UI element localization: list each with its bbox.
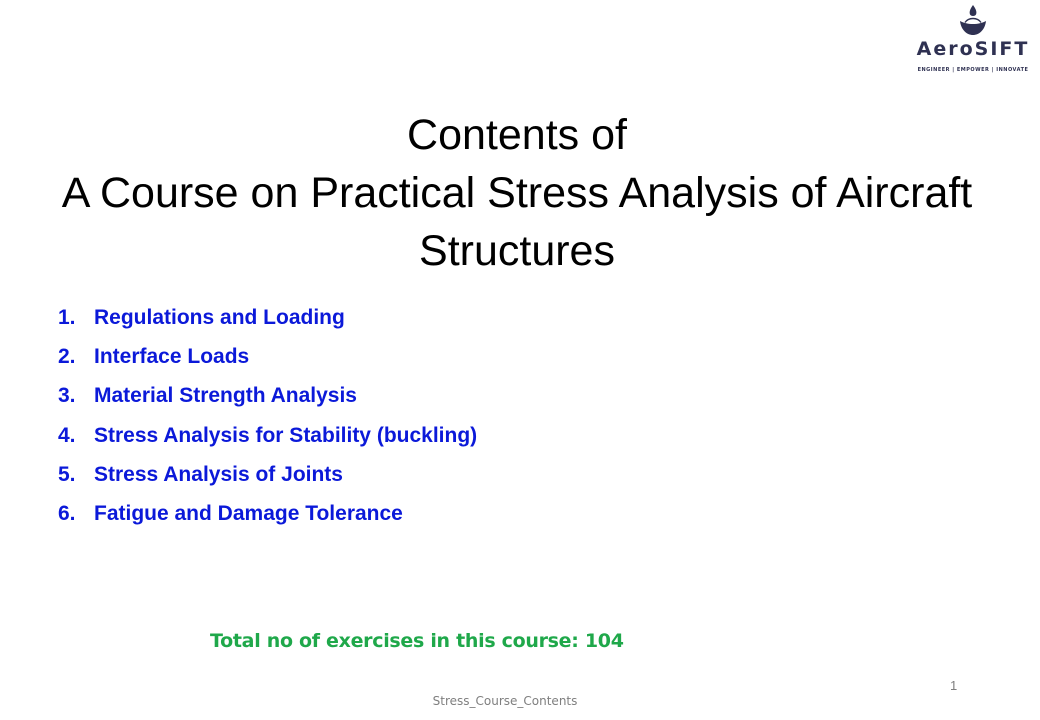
company-logo xyxy=(910,4,1036,78)
contents-item-number: 2. xyxy=(58,345,76,369)
contents-item-number: 1. xyxy=(58,306,76,329)
contents-item-label: Regulations and Loading xyxy=(94,306,345,329)
contents-item-number: 4. xyxy=(58,423,76,447)
contents-item-label: Material Strength Analysis xyxy=(94,384,357,408)
contents-item xyxy=(58,306,477,345)
contents-item-label: Stress Analysis of Joints xyxy=(94,462,343,486)
contents-item xyxy=(58,424,477,463)
contents-item-number: 3. xyxy=(58,384,76,408)
contents-item xyxy=(58,384,477,423)
contents-item-label: Interface Loads xyxy=(94,345,250,369)
contents-item-label: Stress Analysis for Stability (buckling) xyxy=(94,423,478,447)
contents-item xyxy=(58,345,477,384)
contents-item xyxy=(58,463,477,502)
slide-title xyxy=(0,106,1034,280)
slide-footer: Stress_Course_Contents xyxy=(432,694,578,708)
contents-item-number: 5. xyxy=(58,462,76,486)
slide-title-line-2: A Course on Practical Stress Analysis of Aircraft xyxy=(61,169,973,217)
logo-name: AeroSIFT xyxy=(916,38,1030,60)
contents-item-number: 6. xyxy=(58,501,76,525)
page-number: 1 xyxy=(950,678,958,693)
logo-tagline: ENGINEER | EMPOWER | INNOVATE xyxy=(917,67,1029,73)
contents-item xyxy=(58,502,477,541)
contents-item-label: Fatigue and Damage Tolerance xyxy=(94,501,403,525)
exercise-count: Total no of exercises in this course: 104 xyxy=(210,630,624,652)
slide-title-line-1: Contents of xyxy=(407,111,627,159)
slide-title-line-3: Structures xyxy=(419,227,615,275)
contents-list xyxy=(58,306,477,541)
oil-lamp-logo-icon xyxy=(958,4,988,38)
